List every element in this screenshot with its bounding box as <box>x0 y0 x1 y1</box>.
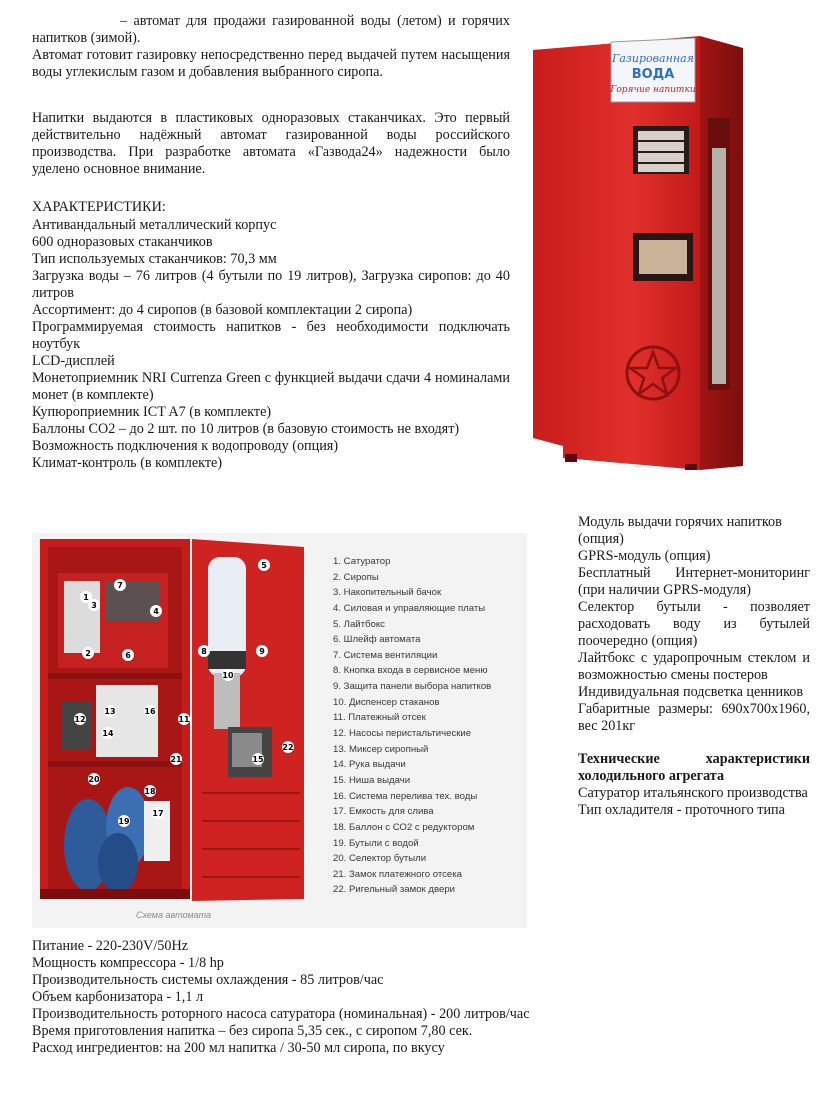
feature-item: GPRS-модуль (опция) <box>578 548 711 564</box>
svg-text:9: 9 <box>259 647 265 656</box>
marker-18 <box>144 785 156 797</box>
marker-15 <box>252 753 264 765</box>
feature-item: Бесплатный Интернет-мониторинг (при наличии GPRS-модуля) <box>578 565 810 598</box>
marker-20 <box>88 773 100 785</box>
spec-item: Монетоприемник NRI Currenza Green с функцией выдачи сдачи 4 номиналами монет (в комплекте) <box>32 370 510 403</box>
legend-item: 12. Насосы перистальтические <box>333 728 472 740</box>
spec-item: Антивандальный металлический корпус <box>32 217 277 233</box>
marker-12 <box>74 713 86 725</box>
schematic-legend <box>333 554 533 898</box>
legend-item: 7. Система вентиляции <box>333 649 438 661</box>
spec-item: Программируемая стоимость напитков - без необходимости подключать ноутбук <box>32 319 510 352</box>
svg-text:20: 20 <box>88 775 100 784</box>
sign-line-2: ВОДА <box>631 67 675 82</box>
svg-text:10: 10 <box>222 671 234 680</box>
legend-item: 18. Баллон с СО2 с редуктором <box>333 821 475 833</box>
schematic-caption: Схема автомата <box>136 910 212 920</box>
intro-paragraph-1 <box>32 13 510 47</box>
marker-5 <box>258 559 270 571</box>
marker-19 <box>118 815 130 827</box>
svg-text:15: 15 <box>252 755 264 764</box>
svg-text:1: 1 <box>83 593 89 602</box>
bottom-specs <box>32 938 792 1057</box>
svg-text:14: 14 <box>102 729 114 738</box>
legend-item: 10. Диспенсер стаканов <box>333 696 440 708</box>
svg-text:17: 17 <box>152 809 164 818</box>
svg-text:4: 4 <box>153 607 159 616</box>
right-features <box>578 514 810 819</box>
svg-text:3: 3 <box>91 601 97 610</box>
svg-text:19: 19 <box>118 817 130 826</box>
legend-item: 6. Шлейф автомата <box>333 634 421 646</box>
marker-16 <box>144 705 156 717</box>
legend-item: 21. Замок платежного отсека <box>333 868 462 880</box>
legend-item: 13. Миксер сиропный <box>333 743 429 755</box>
spec-item: Баллоны СО2 – до 2 шт. по 10 литров (в базовую стоимость не входят) <box>32 421 460 437</box>
legend-item: 14. Рука выдачи <box>333 759 406 771</box>
spec-item: Тип используемых стаканчиков: 70,3 мм <box>32 251 277 267</box>
marker-8 <box>198 645 210 657</box>
svg-text:22: 22 <box>282 743 294 752</box>
vending-machine-image <box>525 28 750 473</box>
legend-item: 17. Емкость для слива <box>333 806 434 818</box>
feature-item: Индивидуальная подсветка ценников <box>578 684 804 700</box>
legend-item: 9. Защита панели выбора напитков <box>333 681 492 693</box>
bottom-spec-item: Время приготовления напитка – без сиропа 5,35 сек., с сиропом 7,80 сек. <box>32 1023 473 1039</box>
fridge-item: Тип охладителя - проточного типа <box>578 802 785 818</box>
legend-item: 2. Сиропы <box>333 571 379 583</box>
bottom-spec-item: Производительность роторного насоса сатуратора (номинальная) - 200 литров/час <box>32 1006 530 1022</box>
legend-item: 5. Лайтбокс <box>333 618 385 630</box>
spec-item: 600 одноразовых стаканчиков <box>32 234 213 250</box>
sign-line-3: Горячие напитки <box>610 85 696 95</box>
svg-text:18: 18 <box>144 787 156 796</box>
legend-item: 20. Селектор бутыли <box>333 853 427 865</box>
fridge-item: Сатуратор итальянского производства <box>578 785 808 801</box>
svg-text:5: 5 <box>261 561 267 570</box>
fridge-heading: Технические характеристики холодильного агрегата <box>578 751 810 784</box>
svg-text:8: 8 <box>201 647 207 656</box>
svg-text:11: 11 <box>178 715 190 724</box>
feature-item: Лайтбокс с ударопрочным стеклом и возможностью смены постеров <box>578 650 810 683</box>
legend-item: 16. Система перелива тех. воды <box>333 790 478 802</box>
feature-item: Габаритные размеры: 690х700х1960, вес 201кг <box>578 701 810 734</box>
spec-item: LCD-дисплей <box>32 353 115 369</box>
legend-item: 4. Силовая и управляющие платы <box>333 602 486 614</box>
intro-text-1: – автомат для продажи газированной воды (летом) и горячих напитков (зимой). <box>32 13 510 46</box>
sign-line-1: Газированная <box>612 52 694 65</box>
bottom-spec-item: Объем карбонизатора - 1,1 л <box>32 989 204 1005</box>
feature-item: Модуль выдачи горячих напитков (опция) <box>578 514 782 547</box>
marker-11 <box>178 713 190 725</box>
specs-heading: ХАРАКТЕРИСТИКИ: <box>32 199 166 215</box>
marker-17 <box>152 807 164 819</box>
marker-13 <box>104 705 116 717</box>
marker-7 <box>114 579 126 591</box>
bottom-spec-item: Мощность компрессора - 1/8 hp <box>32 955 224 971</box>
legend-item: 22. Ригельный замок двери <box>333 884 456 896</box>
spec-item: Климат-контроль (в комплекте) <box>32 455 223 471</box>
intro-paragraph-2: Автомат готовит газировку непосредственно перед выдачей путем насыщения воды углекислым газом и добавления выбранного сиропа. <box>32 47 510 80</box>
spec-item: Загрузка воды – 76 литров (4 бутыли по 19 литров), Загрузка сиропов: до 40 литров <box>32 268 510 301</box>
legend-item: 3. Накопительный бачок <box>333 587 442 599</box>
legend-item: 8. Кнопка входа в сервисное меню <box>333 665 488 677</box>
marker-10 <box>222 669 234 681</box>
marker-21 <box>170 753 182 765</box>
marker-14 <box>102 727 114 739</box>
bottom-spec-item: Питание - 220-230V/50Hz <box>32 938 189 954</box>
svg-text:16: 16 <box>144 707 156 716</box>
legend-item: 15. Ниша выдачи <box>333 774 411 786</box>
legend-item: 11. Платежный отсек <box>333 712 426 724</box>
spec-item: Возможность подключения к водопроводу (опция) <box>32 438 339 454</box>
intro-paragraph-3: Напитки выдаются в пластиковых одноразовых стаканчиках. Это первый действительно надёжный автомат газированной воды российского производства. При разработке автомата «Газвода24» надежности было уделено основное внимание. <box>32 110 510 177</box>
svg-text:2: 2 <box>85 649 91 658</box>
marker-22 <box>282 741 294 753</box>
bottom-spec-item: Производительность системы охлаждения - 85 литров/час <box>32 972 384 988</box>
legend-item: 19. Бутыли с водой <box>333 837 419 849</box>
svg-text:7: 7 <box>117 581 123 590</box>
marker-4 <box>150 605 162 617</box>
specs-list <box>32 217 510 472</box>
svg-text:13: 13 <box>104 707 116 716</box>
spec-item: Ассортимент: до 4 сиропов (в базовой комплектации 2 сиропа) <box>32 302 413 318</box>
svg-text:21: 21 <box>170 755 182 764</box>
svg-text:6: 6 <box>125 651 131 660</box>
spec-item: Купюроприемник ICT A7 (в комплекте) <box>32 404 272 420</box>
legend-item: 1. Сатуратор <box>333 556 391 567</box>
marker-6 <box>122 649 134 661</box>
marker-3 <box>88 599 100 611</box>
bottom-spec-item: Расход ингредиентов: на 200 мл напитка / 30-50 мл сиропа, по вкусу <box>32 1040 445 1056</box>
feature-item: Селектор бутыли - позволяет расходовать воду из бутылей поочередно (опция) <box>578 599 810 649</box>
svg-text:12: 12 <box>74 715 86 724</box>
marker-2 <box>82 647 94 659</box>
marker-9 <box>256 645 268 657</box>
